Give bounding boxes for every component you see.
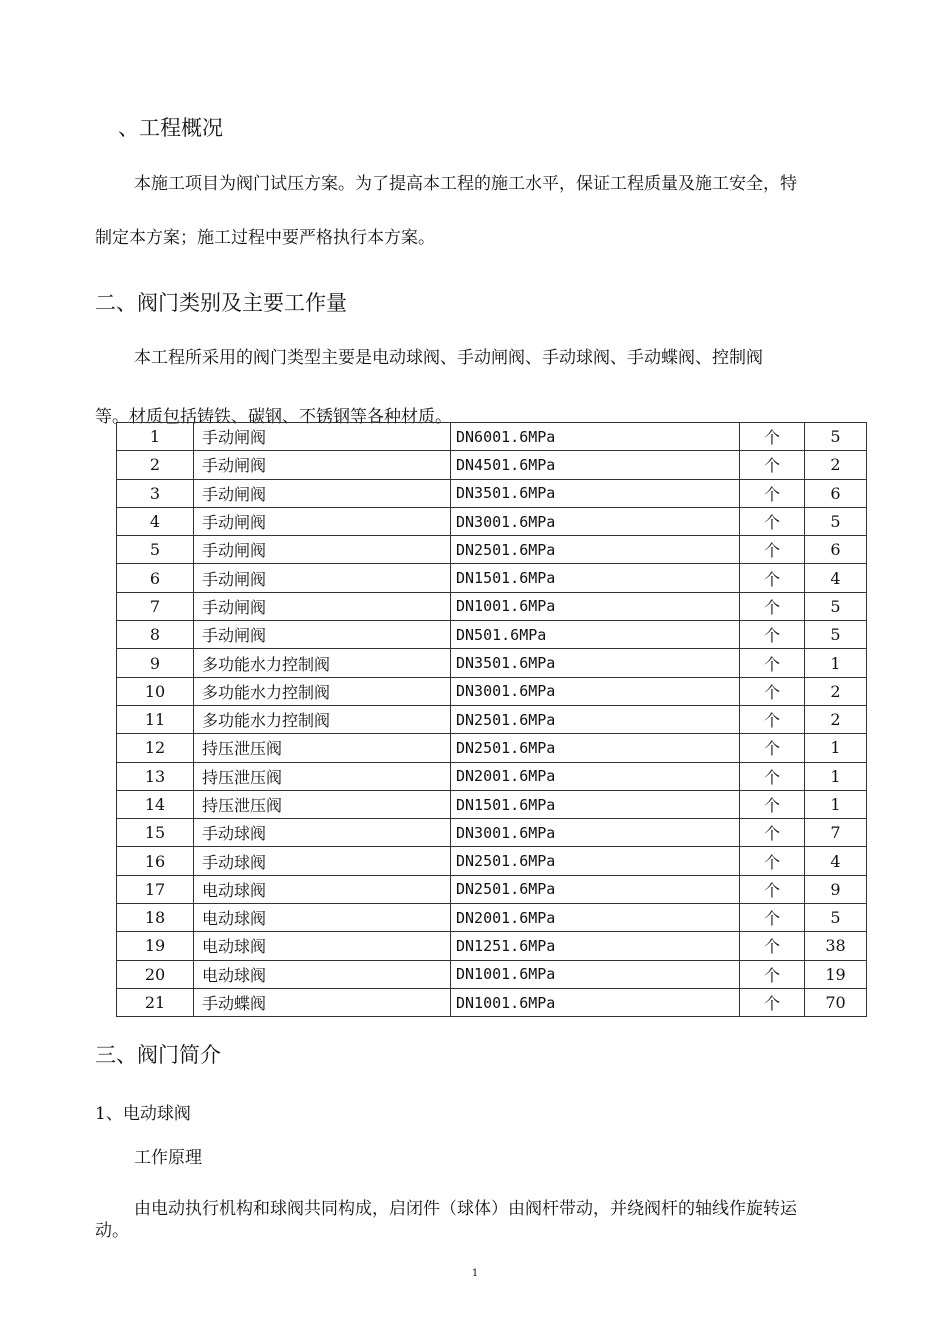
valve-name-cell: 多功能水力控制阀 <box>194 649 451 677</box>
valve-spec-cell: DN2501.6MPa <box>451 847 740 875</box>
unit-cell: 个 <box>740 932 805 960</box>
quantity-cell: 2 <box>805 451 867 479</box>
table-row <box>117 564 867 592</box>
unit-cell: 个 <box>740 592 805 620</box>
table-row <box>117 904 867 932</box>
unit-cell: 个 <box>740 988 805 1016</box>
valve-spec-cell: DN4501.6MPa <box>451 451 740 479</box>
quantity-cell: 70 <box>805 988 867 1016</box>
valve-name-cell: 手动闸阀 <box>194 592 451 620</box>
valve-spec-cell: DN2501.6MPa <box>451 734 740 762</box>
table-row <box>117 875 867 903</box>
valve-name-cell: 手动闸阀 <box>194 451 451 479</box>
table-row <box>117 649 867 677</box>
table-row <box>117 790 867 818</box>
table-row <box>117 847 867 875</box>
unit-cell: 个 <box>740 451 805 479</box>
unit-cell: 个 <box>740 904 805 932</box>
table-row <box>117 819 867 847</box>
valve-name-cell: 手动闸阀 <box>194 536 451 564</box>
unit-cell: 个 <box>740 564 805 592</box>
row-number-cell: 1 <box>117 423 194 451</box>
table-row <box>117 479 867 507</box>
quantity-cell: 9 <box>805 875 867 903</box>
valve-spec-cell: DN501.6MPa <box>451 621 740 649</box>
unit-cell: 个 <box>740 423 805 451</box>
row-number-cell: 17 <box>117 875 194 903</box>
quantity-cell: 5 <box>805 507 867 535</box>
unit-cell: 个 <box>740 536 805 564</box>
unit-cell: 个 <box>740 819 805 847</box>
valve-spec-cell: DN2501.6MPa <box>451 536 740 564</box>
valve-name-cell: 多功能水力控制阀 <box>194 705 451 733</box>
quantity-cell: 19 <box>805 960 867 988</box>
quantity-cell: 5 <box>805 423 867 451</box>
valve-name-cell: 多功能水力控制阀 <box>194 677 451 705</box>
valve-spec-cell: DN1001.6MPa <box>451 592 740 620</box>
working-principle-line1: 由电动执行机构和球阀共同构成，启闭件（球体）由阀杆带动，并绕阀杆的轴线作旋转运 <box>134 1199 797 1219</box>
unit-cell: 个 <box>740 960 805 988</box>
valve-name-cell: 持压泄压阀 <box>194 734 451 762</box>
quantity-cell: 1 <box>805 790 867 818</box>
valve-spec-cell: DN3001.6MPa <box>451 507 740 535</box>
quantity-cell: 7 <box>805 819 867 847</box>
page-number: 1 <box>471 1268 479 1279</box>
working-principle-title: 工作原理 <box>134 1148 202 1168</box>
valve-spec-cell: DN2501.6MPa <box>451 875 740 903</box>
row-number-cell: 9 <box>117 649 194 677</box>
unit-cell: 个 <box>740 677 805 705</box>
table-row <box>117 423 867 451</box>
unit-cell: 个 <box>740 479 805 507</box>
valve-name-cell: 电动球阀 <box>194 875 451 903</box>
row-number-cell: 20 <box>117 960 194 988</box>
row-number-cell: 6 <box>117 564 194 592</box>
unit-cell: 个 <box>740 649 805 677</box>
valve-types-paragraph-line2: 等。材质包括铸铁、碳钢、不锈钢等各种材质。 <box>95 407 452 427</box>
row-number-cell: 14 <box>117 790 194 818</box>
row-number-cell: 19 <box>117 932 194 960</box>
unit-cell: 个 <box>740 507 805 535</box>
valve-spec-cell: DN3001.6MPa <box>451 677 740 705</box>
valve-name-cell: 电动球阀 <box>194 960 451 988</box>
valve-types-paragraph-line1: 本工程所采用的阀门类型主要是电动球阀、手动闸阀、手动球阀、手动蝶阀、控制阀 <box>134 348 763 368</box>
unit-cell: 个 <box>740 847 805 875</box>
row-number-cell: 11 <box>117 705 194 733</box>
valve-spec-cell: DN1251.6MPa <box>451 932 740 960</box>
valve-spec-cell: DN3501.6MPa <box>451 479 740 507</box>
subsection-electric-ball-valve: 1、电动球阀 <box>95 1104 191 1124</box>
row-number-cell: 7 <box>117 592 194 620</box>
row-number-cell: 4 <box>117 507 194 535</box>
valve-name-cell: 手动蝶阀 <box>194 988 451 1016</box>
section-heading-valve-intro: 三、阀门简介 <box>95 1043 221 1067</box>
quantity-cell: 1 <box>805 734 867 762</box>
table-row <box>117 536 867 564</box>
row-number-cell: 10 <box>117 677 194 705</box>
quantity-cell: 1 <box>805 649 867 677</box>
unit-cell: 个 <box>740 875 805 903</box>
unit-cell: 个 <box>740 621 805 649</box>
table-row <box>117 621 867 649</box>
quantity-cell: 4 <box>805 847 867 875</box>
table-row <box>117 705 867 733</box>
table-row <box>117 988 867 1016</box>
quantity-cell: 38 <box>805 932 867 960</box>
quantity-cell: 5 <box>805 621 867 649</box>
valve-spec-cell: DN3501.6MPa <box>451 649 740 677</box>
valve-spec-cell: DN1001.6MPa <box>451 960 740 988</box>
valve-spec-cell: DN3001.6MPa <box>451 819 740 847</box>
row-number-cell: 2 <box>117 451 194 479</box>
overview-paragraph-line1: 本施工项目为阀门试压方案。为了提高本工程的施工水平，保证工程质量及施工安全，特 <box>134 174 797 194</box>
valve-name-cell: 手动闸阀 <box>194 507 451 535</box>
valve-spec-cell: DN2001.6MPa <box>451 904 740 932</box>
overview-paragraph-line2: 制定本方案；施工过程中要严格执行本方案。 <box>95 228 435 248</box>
valve-spec-cell: DN1501.6MPa <box>451 790 740 818</box>
valve-name-cell: 手动闸阀 <box>194 621 451 649</box>
row-number-cell: 15 <box>117 819 194 847</box>
table-row <box>117 762 867 790</box>
unit-cell: 个 <box>740 734 805 762</box>
quantity-cell: 5 <box>805 592 867 620</box>
valve-quantity-table <box>116 422 867 1017</box>
row-number-cell: 8 <box>117 621 194 649</box>
valve-name-cell: 持压泄压阀 <box>194 762 451 790</box>
unit-cell: 个 <box>740 705 805 733</box>
table-row <box>117 734 867 762</box>
table-row <box>117 451 867 479</box>
valve-spec-cell: DN2501.6MPa <box>451 705 740 733</box>
row-number-cell: 5 <box>117 536 194 564</box>
valve-name-cell: 电动球阀 <box>194 904 451 932</box>
valve-name-cell: 手动闸阀 <box>194 423 451 451</box>
row-number-cell: 16 <box>117 847 194 875</box>
quantity-cell: 2 <box>805 677 867 705</box>
section-heading-valve-types: 二、阀门类别及主要工作量 <box>95 291 347 315</box>
valve-spec-cell: DN1001.6MPa <box>451 988 740 1016</box>
quantity-cell: 1 <box>805 762 867 790</box>
quantity-cell: 4 <box>805 564 867 592</box>
valve-name-cell: 手动球阀 <box>194 847 451 875</box>
valve-name-cell: 电动球阀 <box>194 932 451 960</box>
table-row <box>117 932 867 960</box>
row-number-cell: 21 <box>117 988 194 1016</box>
table-row <box>117 592 867 620</box>
valve-name-cell: 手动闸阀 <box>194 479 451 507</box>
valve-spec-cell: DN1501.6MPa <box>451 564 740 592</box>
row-number-cell: 13 <box>117 762 194 790</box>
quantity-cell: 2 <box>805 705 867 733</box>
table-row <box>117 507 867 535</box>
quantity-cell: 6 <box>805 536 867 564</box>
unit-cell: 个 <box>740 762 805 790</box>
valve-name-cell: 手动球阀 <box>194 819 451 847</box>
unit-cell: 个 <box>740 790 805 818</box>
section-heading-overview: 、工程概况 <box>118 116 223 140</box>
valve-name-cell: 手动闸阀 <box>194 564 451 592</box>
row-number-cell: 3 <box>117 479 194 507</box>
row-number-cell: 18 <box>117 904 194 932</box>
working-principle-line2: 动。 <box>95 1221 129 1241</box>
table-row <box>117 960 867 988</box>
valve-spec-cell: DN6001.6MPa <box>451 423 740 451</box>
quantity-cell: 5 <box>805 904 867 932</box>
table-row <box>117 677 867 705</box>
row-number-cell: 12 <box>117 734 194 762</box>
quantity-cell: 6 <box>805 479 867 507</box>
valve-name-cell: 持压泄压阀 <box>194 790 451 818</box>
valve-spec-cell: DN2001.6MPa <box>451 762 740 790</box>
